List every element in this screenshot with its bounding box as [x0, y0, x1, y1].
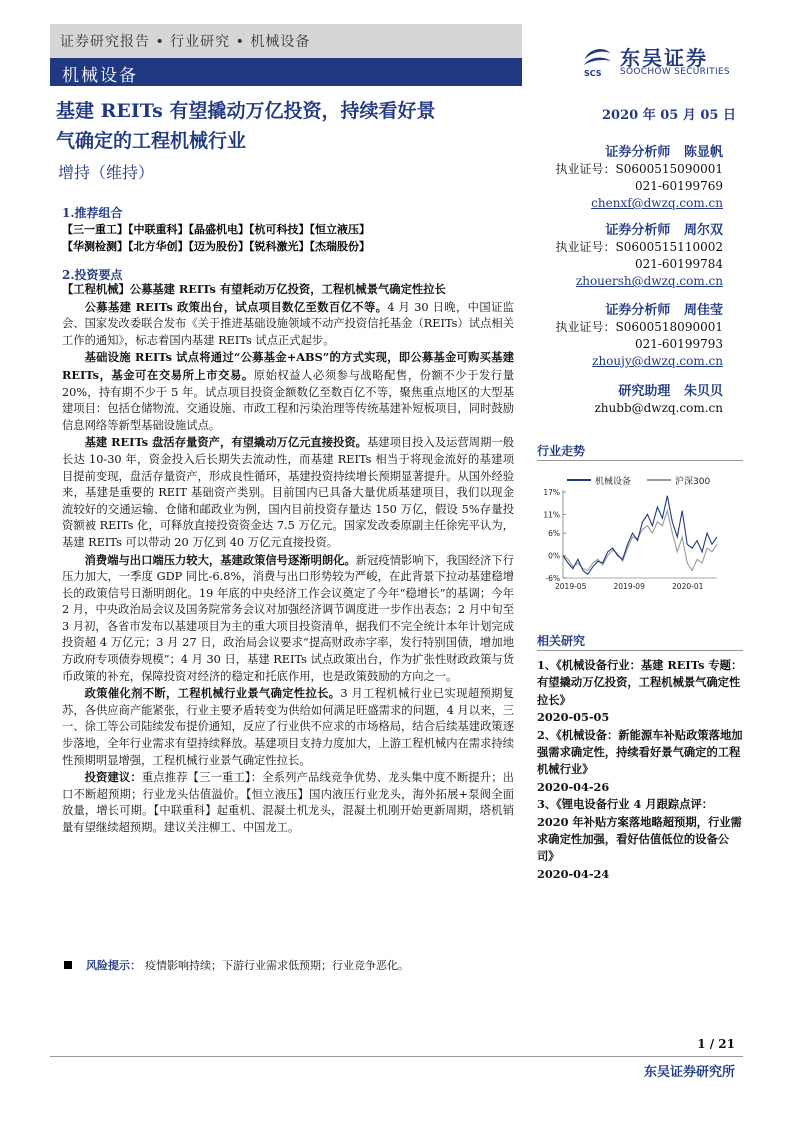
y-tick-label: 6% — [548, 529, 560, 539]
body-text — [62, 281, 514, 837]
paragraph: 投资建议：重点推荐【三一重工】：全系列产品线竞争优势、龙头集中度不断提升；出口不断超预期；行业龙头估值溢价。【恒立液压】国内液压行业龙头，海外拓展+泵阀全面放量，增长可期。【中联重科】起重机、混凝土机龙头，混凝土机刚开始更新周期，塔机销量有望继续超预期。建议关注柳工、中国龙工。 — [62, 770, 514, 834]
analyst-phone: 021-60199793 — [634, 337, 723, 351]
points-title: 2.投资要点 — [62, 268, 123, 282]
related-item[interactable]: 2、《机械设备：新能源车补贴政策落地加强需求确定性，持续看好景气确定的工程机械行业》 2020-04-26 — [537, 727, 743, 794]
divider — [50, 1056, 743, 1057]
divider — [537, 460, 743, 461]
analyst-cert: 执业证号：S0600515090001 — [555, 162, 723, 176]
title-line-1: 基建 REITs 有望撬动万亿投资，持续看好景 — [56, 100, 436, 122]
rating: 增持（维持） — [58, 163, 155, 182]
analyst-cert: 执业证号：S0600518090001 — [555, 320, 723, 334]
series-line-hs300 — [563, 511, 717, 571]
category-label: 机械设备 — [62, 66, 138, 86]
breadcrumb: 证券研究报告 • 行业研究 • 机械设备 — [60, 34, 311, 50]
analyst-card — [556, 144, 723, 212]
bullet-square-icon — [64, 961, 72, 969]
analyst-card — [594, 383, 723, 417]
x-tick-label: 2019-09 — [613, 582, 645, 591]
related-list — [537, 657, 743, 883]
paragraph: 基础设施 REITs 试点将通过“公募基金+ABS”的方式实现，即公募基金可购买基建 REITs，基金可在交易所上市交易。原始权益人必须参与战略配售，份额不少于发行量 20%，持有期不少于 5 年。试点项目投资金额数亿至数百亿不等，聚焦重点地区的大型基建项目：包括仓储物流、交通设施、市政工程和污染治理等传统基建补短板项目，同时鼓励信息网络等新型基础设施试点。 — [62, 350, 514, 432]
company-logo — [580, 42, 740, 82]
picks-title: 1.推荐组合 — [62, 206, 123, 220]
logo-cn-text: 东吴证券 — [620, 46, 708, 70]
y-tick-label: 0% — [548, 551, 560, 561]
report-date: 2020 年 05 月 05 日 — [602, 108, 736, 123]
divider — [537, 650, 743, 651]
analyst-phone: 021-60199769 — [634, 179, 723, 193]
paragraph: 政策催化剂不断，工程机械行业景气确定性拉长。3 月工程机械行业已实现超预期复苏，各供应商产能紧张，行业主要矛盾转变为供给如何满足旺盛需求的问题，4 月以来，三一、徐工等公司陆续发布提价通知，反应了行业供不应求的市场格局，结合后续基建政策逐步落地，全年行业需求有望持续释放。基建项目支持力度加大，上游工程机械内在需求持续性预期明显增强，工程机械行业景气确定性拉长。 — [62, 686, 514, 767]
soochow-logo-icon — [580, 44, 614, 78]
analyst-email-link[interactable]: chenxf@dwzq.com.cn — [591, 196, 723, 210]
svg-text:SCS: SCS — [584, 69, 602, 78]
industry-trend-chart — [537, 466, 743, 598]
analyst-name: 周尔双 — [683, 223, 723, 238]
analyst-name: 陈显帆 — [683, 145, 723, 160]
related-item[interactable]: 1、《机械设备行业：基建 REITs 专题：有望撬动万亿投资，工程机械景气确定性拉长》 2020-05-05 — [537, 658, 743, 725]
trend-title: 行业走势 — [537, 444, 586, 458]
paragraph: 公募基建 REITs 政策出台，试点项目数亿至数百亿不等。4 月 30 日晚，中国证监会、国家发改委联合发布《关于推进基础设施领域不动产投资信托基金（REITs）试点相关工作的通知》，标志着国内基建 REITs 试点正式起步。 — [62, 299, 514, 347]
y-tick-label: 11% — [543, 510, 560, 520]
analyst-phone: 021-60199784 — [634, 257, 723, 271]
analyst-name: 朱贝贝 — [683, 384, 723, 399]
analyst-role: 证券分析师 — [605, 145, 671, 160]
paragraph: 基建 REITs 盘活存量资产，有望撬动万亿元直接投资。基建项目投入及运营周期一般长达 10-30 年，资金投入后长期失去流动性，而基建 REITs 相当于将现金流好的基建项目提前变现，盘活存量资产，形成良性循环，基建投资持续增长预期显著提升。从国外经验来，基建是重要的 REIT 基础资产类别。目前国内已具备大量优质基建项目，我们以现金流较好的交通运输、仓储和邮政业为例，国内目前投资存量达 150 万亿，假设 5%存量投资额被 REITs 化，可释放直接投资资金达 7.5 万亿元。国家发改委原副主任徐宪平认为，基建 REITs 可以带动 20 万亿到 40 万亿元直接投资。 — [62, 435, 514, 549]
title-line-2: 气确定的工程机械行业 — [56, 130, 247, 152]
legend-label: 沪深300 — [675, 477, 711, 487]
analyst-card — [556, 222, 723, 290]
footer-org: 东吴证券研究所 — [643, 1065, 735, 1080]
analyst-role: 证券分析师 — [605, 303, 671, 318]
related-title: 相关研究 — [537, 634, 586, 648]
analyst-role: 证券分析师 — [605, 223, 671, 238]
analyst-role: 研究助理 — [618, 384, 671, 399]
header-category-bar — [50, 58, 522, 86]
report-title — [56, 96, 526, 156]
logo-en-text: SOOCHOW SECURITIES — [620, 67, 730, 77]
analyst-email-link[interactable]: zhoujy@dwzq.com.cn — [592, 354, 723, 368]
y-tick-label: -6% — [545, 574, 560, 583]
y-tick-label: 17% — [543, 488, 560, 497]
picks-line: 【华测检测】【北方华创】【迈为股份】【锐科激光】【杰瑞股份】 — [62, 240, 370, 253]
page-number: 1 / 21 — [697, 1037, 735, 1051]
picks-line: 【三一重工】【中联重科】【晶盛机电】【杭可科技】【恒立液压】 — [62, 223, 370, 236]
risk-text: 疫情影响持续；下游行业需求低预期；行业竞争恶化。 — [145, 959, 409, 972]
lead-heading: 【工程机械】公募基建 REITs 有望耗动万亿投资，工程机械景气确定性拉长 — [62, 282, 446, 296]
analyst-cert: 执业证号：S0600515110002 — [555, 240, 723, 254]
analyst-email-link[interactable]: zhouersh@dwzq.com.cn — [575, 274, 723, 288]
risk-warning — [64, 957, 409, 973]
risk-label: 风险提示： — [86, 959, 141, 972]
legend-label: 机械设备 — [595, 477, 632, 487]
analyst-card — [556, 302, 723, 370]
analyst-name: 周佳莹 — [683, 303, 723, 318]
paragraph: 消费端与出口端压力较大，基建政策信号逐渐明朗化。新冠疫情影响下，我国经济下行压力加大，一季度 GDP 同比-6.8%，消费与出口形势较为严峻，在此背景下拉动基建稳增长的政策信号日渐明朗化。19 年底的中央经济工作会议奠定了今年“稳增长”的基调；今年 2 月，中央政治局会议及国务院常务会议对加强经济调节调度进一步作出表态；2 月中旬至 3 月初，各省市发布以基建项目为主的重大项目投资清单，据我们不完全统计本年计划完成投资超 4 万亿元；3 月 27 日，政治局会议要求“提高财政赤字率，发行特别国债，增加地方政府专项债券规模”；4 月 30 日，基建 REITs 试点政策出台，作为扩张性财政政策与货币政策的补充，保障投资对经济的稳定和托底作用，也是政策鼓励的方向之一。 — [62, 552, 514, 683]
analyst-email: zhubb@dwzq.com.cn — [594, 401, 723, 415]
x-tick-label: 2019-05 — [555, 582, 587, 591]
header-breadcrumb-bar — [50, 24, 522, 58]
x-tick-label: 2020-01 — [672, 582, 704, 591]
related-item[interactable]: 3、《锂电设备行业 4 月跟踪点评：2020 年补贴方案落地略超预期，行业需求确定性加强，看好估值低位的设备公司》 2020-04-24 — [537, 797, 742, 881]
